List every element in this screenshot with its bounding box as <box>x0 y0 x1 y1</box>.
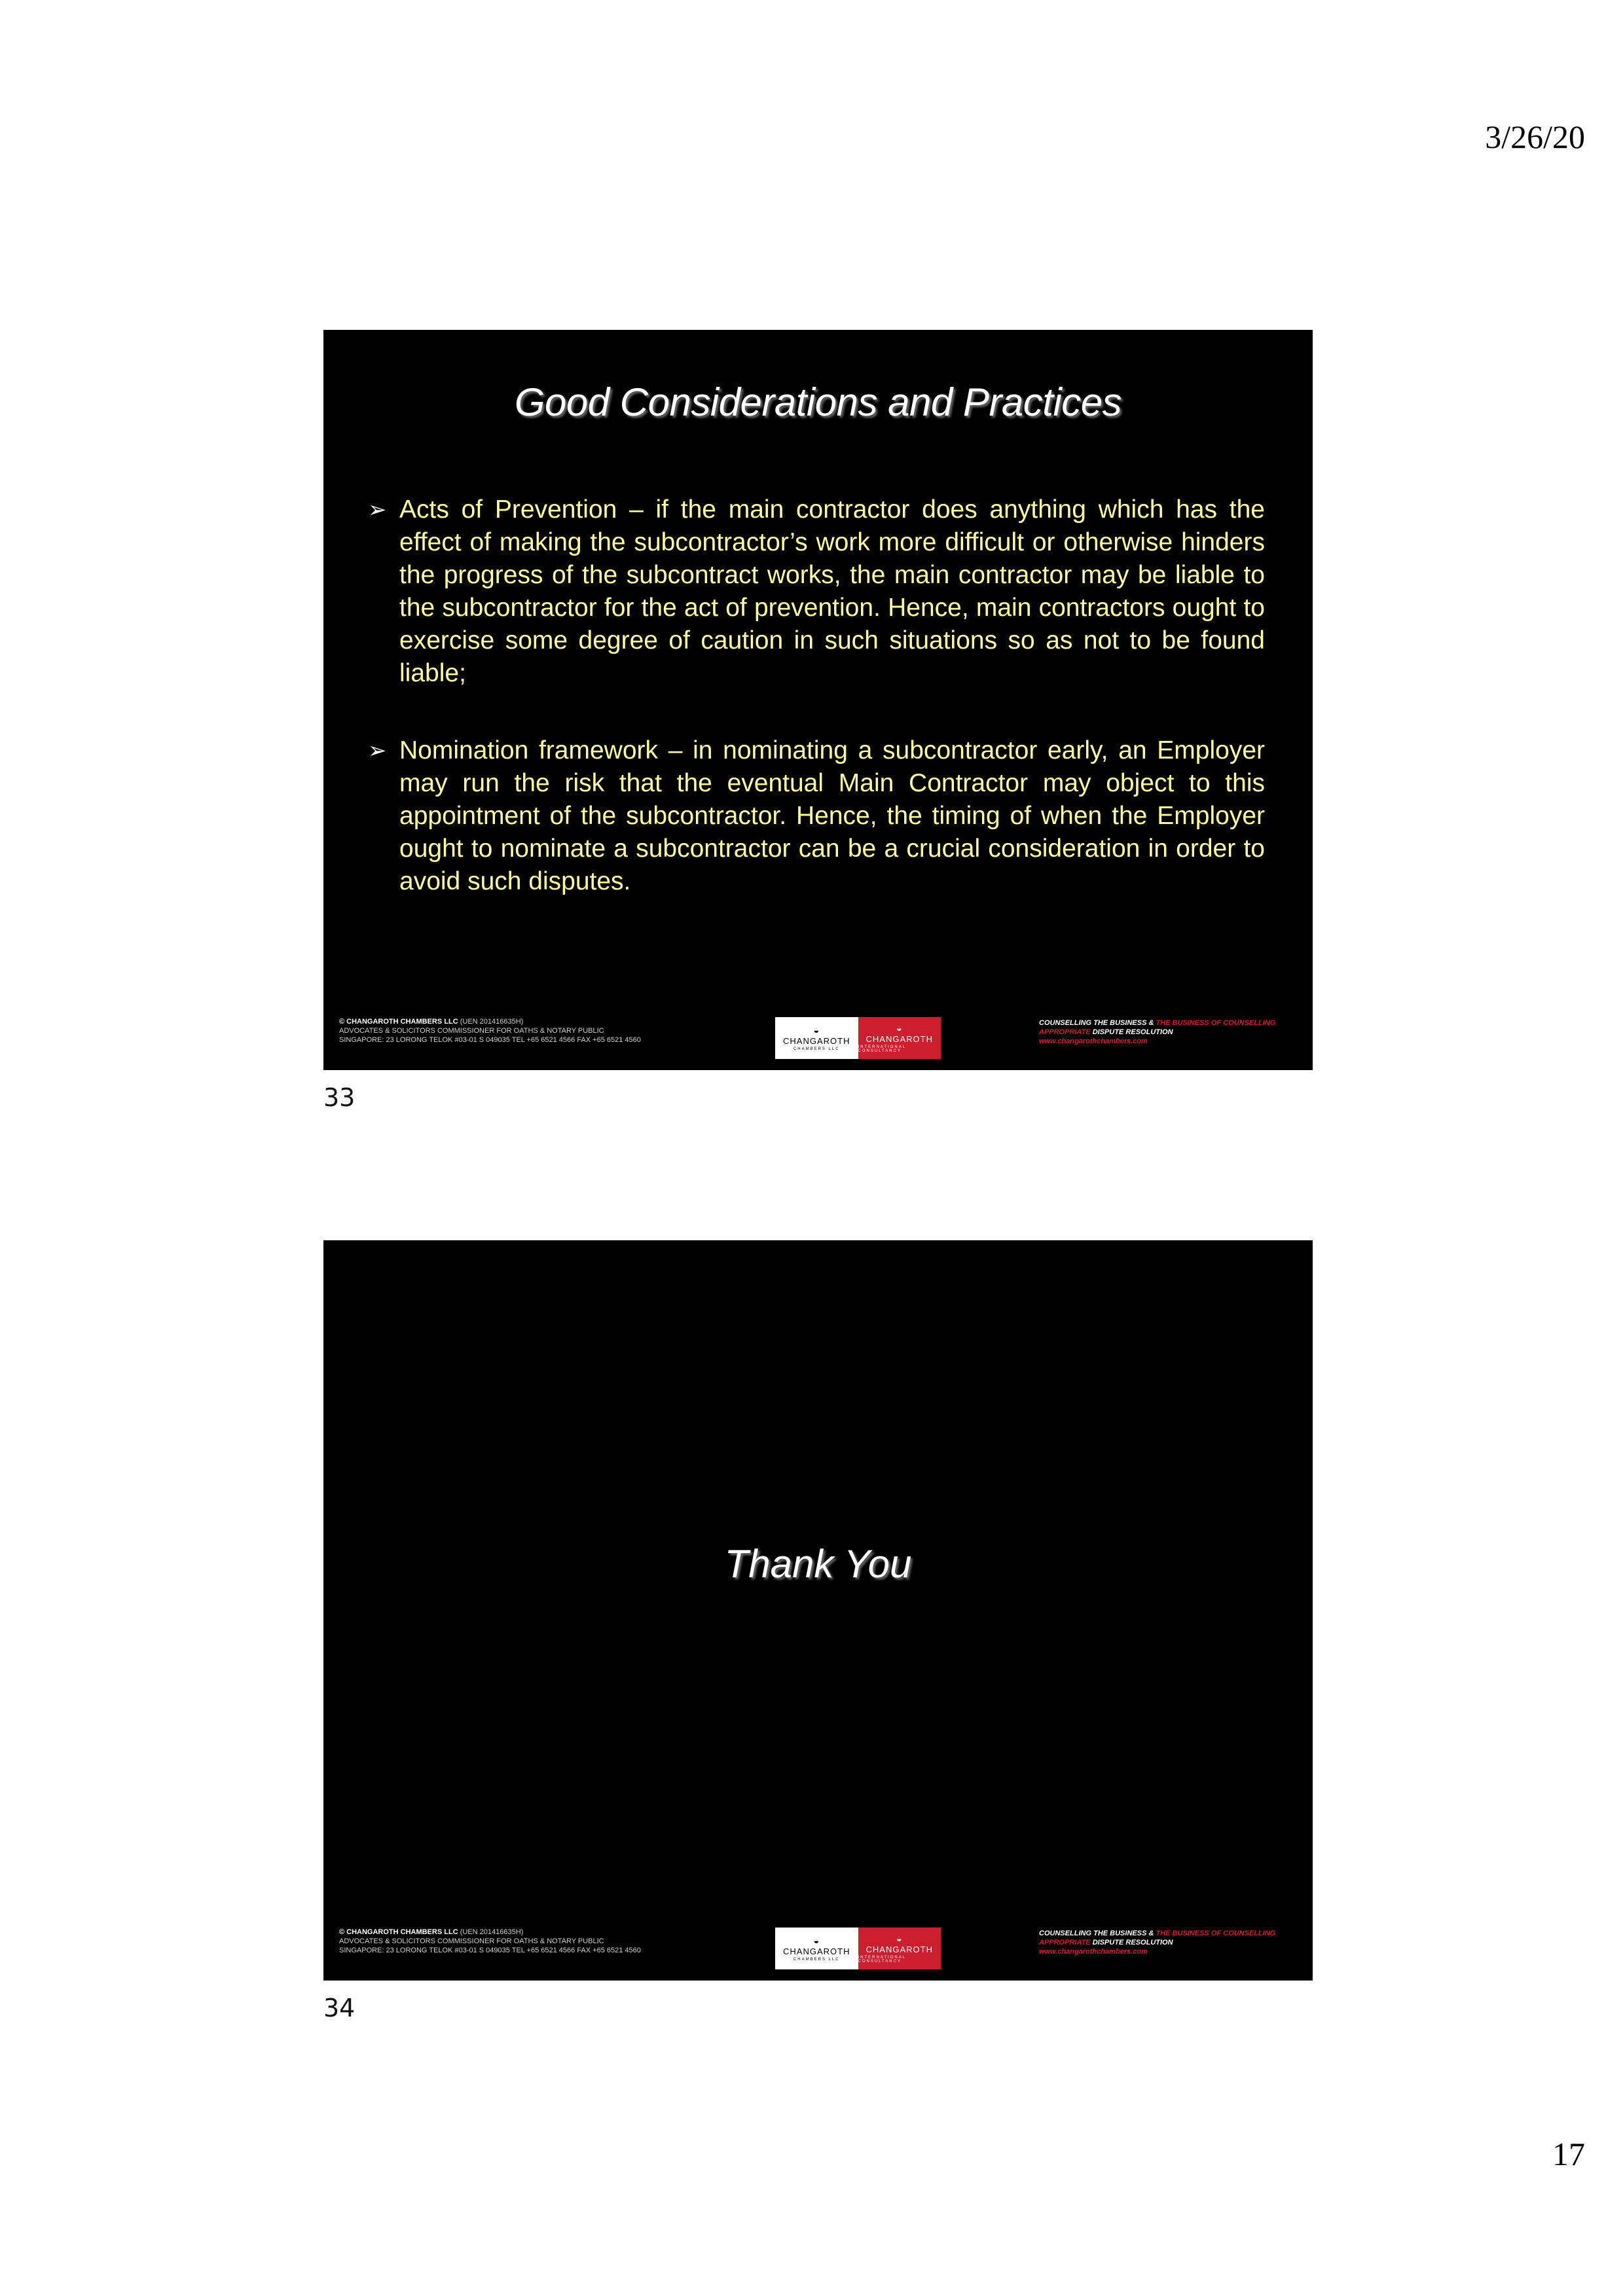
logo-mark-icon: ◒ <box>813 1935 820 1946</box>
logo-consultancy-text: CHANGAROTH <box>866 1033 933 1044</box>
footer-tagline <box>1039 1018 1281 1046</box>
footer-firm-address: SINGAPORE: 23 LORONG TELOK #03-01 S 049035 TEL +65 6521 4566 FAX +65 6521 4560 <box>339 1946 641 1954</box>
page-number: 17 <box>1552 2136 1585 2172</box>
logo-chambers-text: CHANGAROTH <box>783 1946 850 1956</box>
slide-number: 34 <box>323 1994 356 2022</box>
footer-firm-address: SINGAPORE: 23 LORONG TELOK #03-01 S 049035 TEL +65 6521 4566 FAX +65 6521 4560 <box>339 1036 641 1044</box>
bullet-list <box>368 493 1265 942</box>
logo-consultancy <box>858 1928 941 1969</box>
logo-consultancy-sub: INTERNATIONAL CONSULTANCY <box>858 1045 906 1053</box>
logo-mark-icon: ◒ <box>813 1024 820 1036</box>
logo-chambers <box>775 1928 858 1969</box>
logo-consultancy <box>858 1017 941 1059</box>
bullet-text: Nomination framework – in nominating a subcontractor early, an Employer may run the risk that the eventual Main Contractor may object to this appointment of the subcontractor. Hence, the timing of when the Employer ought to nominate a subcontractor can be a crucial consideration in order to avoid such disputes. <box>399 736 1265 895</box>
footer-website: www.changarothchambers.com <box>1039 1037 1148 1045</box>
firm-logo <box>775 1017 941 1059</box>
footer-uen: (UEN 201416635H) <box>458 1018 524 1026</box>
logo-mark-icon: ◒ <box>896 1022 903 1034</box>
footer-firm-info <box>339 1928 641 1955</box>
footer-firm-desc: ADVOCATES & SOLICITORS COMMISSIONER FOR OATHS & NOTARY PUBLIC <box>339 1027 604 1035</box>
footer-firm-name: © CHANGAROTH CHAMBERS LLC <box>339 1018 458 1026</box>
logo-chambers-sub: CHAMBERS LLC <box>793 1047 840 1051</box>
tagline-part: COUNSELLING THE BUSINESS & <box>1039 1019 1156 1027</box>
slide-title: Good Considerations and Practices <box>514 380 1122 424</box>
tagline-part: THE BUSINESS OF COUNSELLING <box>1156 1019 1276 1027</box>
tagline-part: DISPUTE RESOLUTION <box>1092 1939 1173 1946</box>
tagline-part: THE BUSINESS OF COUNSELLING <box>1156 1929 1276 1937</box>
bullet-text: Acts of Prevention – if the main contractor does anything which has the effect of making the subcontractor’s work more difficult or otherwise hinders the progress of the subcontract works, the main contractor may be liable to the subcontractor for the act of prevention. Hence, main contractors ought to exercise some degree of caution in such situations so as not to be found liable; <box>399 495 1265 687</box>
slide-number: 33 <box>323 1083 356 1112</box>
tagline-part: APPROPRIATE <box>1039 1028 1093 1036</box>
logo-chambers <box>775 1017 858 1059</box>
logo-consultancy-text: CHANGAROTH <box>866 1944 933 1954</box>
footer-firm-name: © CHANGAROTH CHAMBERS LLC <box>339 1928 458 1936</box>
bullet-item <box>368 493 1265 690</box>
arrow-bullet-icon: ➢ <box>368 738 387 763</box>
tagline-part: APPROPRIATE <box>1039 1939 1093 1946</box>
logo-mark-icon: ◒ <box>896 1933 903 1945</box>
footer-firm-desc: ADVOCATES & SOLICITORS COMMISSIONER FOR OATHS & NOTARY PUBLIC <box>339 1937 604 1945</box>
footer-uen: (UEN 201416635H) <box>458 1928 524 1936</box>
logo-consultancy-sub: INTERNATIONAL CONSULTANCY <box>858 1955 906 1964</box>
footer-firm-info <box>339 1017 641 1045</box>
tagline-part: COUNSELLING THE BUSINESS & <box>1039 1929 1156 1937</box>
footer-tagline <box>1039 1929 1281 1956</box>
slide-33 <box>323 330 1313 1070</box>
arrow-bullet-icon: ➢ <box>368 497 387 522</box>
page-date: 3/26/20 <box>1485 118 1585 155</box>
tagline-part: DISPUTE RESOLUTION <box>1092 1028 1173 1036</box>
slide-title: Thank You <box>724 1542 912 1586</box>
bullet-item <box>368 734 1265 898</box>
firm-logo <box>775 1928 941 1969</box>
logo-chambers-sub: CHAMBERS LLC <box>793 1957 840 1962</box>
footer-website: www.changarothchambers.com <box>1039 1948 1148 1956</box>
slide-34 <box>323 1240 1313 1981</box>
logo-chambers-text: CHANGAROTH <box>783 1035 850 1046</box>
